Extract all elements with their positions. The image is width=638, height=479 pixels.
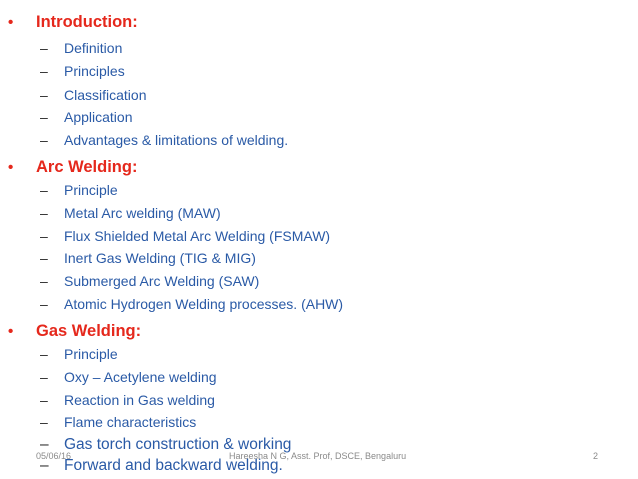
list-item: – Forward and backward welding. <box>40 457 283 474</box>
list-item: – Definition <box>40 40 123 56</box>
list-item: – Gas torch construction & working <box>40 436 292 453</box>
dash-icon: – <box>40 87 48 103</box>
footer-date: 05/06/16 <box>36 451 72 461</box>
list-item: – Flame characteristics <box>40 414 197 430</box>
bullet-icon: • <box>8 14 14 31</box>
list-item: – Principle <box>40 182 118 198</box>
section-heading-gas-welding: • Gas Welding: <box>8 322 142 340</box>
list-item: – Inert Gas Welding (TIG & MIG) <box>40 250 256 266</box>
dash-icon: – <box>40 109 48 125</box>
dash-icon: – <box>40 63 48 79</box>
list-item: – Advantages & limitations of welding. <box>40 132 289 148</box>
list-item: – Submerged Arc Welding (SAW) <box>40 273 260 289</box>
page-number: 2 <box>593 451 599 461</box>
section-heading-arc-welding: • Arc Welding: <box>8 158 138 176</box>
list-item: – Application <box>40 109 133 125</box>
dash-icon: – <box>40 436 49 453</box>
bullet-icon: • <box>8 323 14 340</box>
dash-icon: – <box>40 392 48 408</box>
dash-icon: – <box>40 369 48 385</box>
list-item: – Metal Arc welding (MAW) <box>40 205 221 221</box>
list-item: – Flux Shielded Metal Arc Welding (FSMAW) <box>40 228 331 244</box>
dash-icon: – <box>40 182 48 198</box>
list-item: – Principles <box>40 63 125 79</box>
list-item: – Reaction in Gas welding <box>40 392 215 408</box>
footer-credit: Hareesha N G, Asst. Prof, DSCE, Bengaluru <box>229 451 407 461</box>
list-item: – Oxy – Acetylene welding <box>40 369 217 385</box>
list-item: – Classification <box>40 87 147 103</box>
section-heading-introduction: • Introduction: <box>8 13 138 31</box>
dash-icon: – <box>40 132 48 148</box>
list-item: – Atomic Hydrogen Welding processes. (AHW) <box>40 296 344 312</box>
dash-icon: – <box>40 296 48 312</box>
dash-icon: – <box>40 273 48 289</box>
dash-icon: – <box>40 414 48 430</box>
dash-icon: – <box>40 228 48 244</box>
dash-icon: – <box>40 40 48 56</box>
list-item: – Principle <box>40 346 118 362</box>
bullet-icon: • <box>8 159 14 176</box>
dash-icon: – <box>40 250 48 266</box>
dash-icon: – <box>40 205 48 221</box>
dash-icon: – <box>40 346 48 362</box>
dash-icon: – <box>40 457 49 474</box>
